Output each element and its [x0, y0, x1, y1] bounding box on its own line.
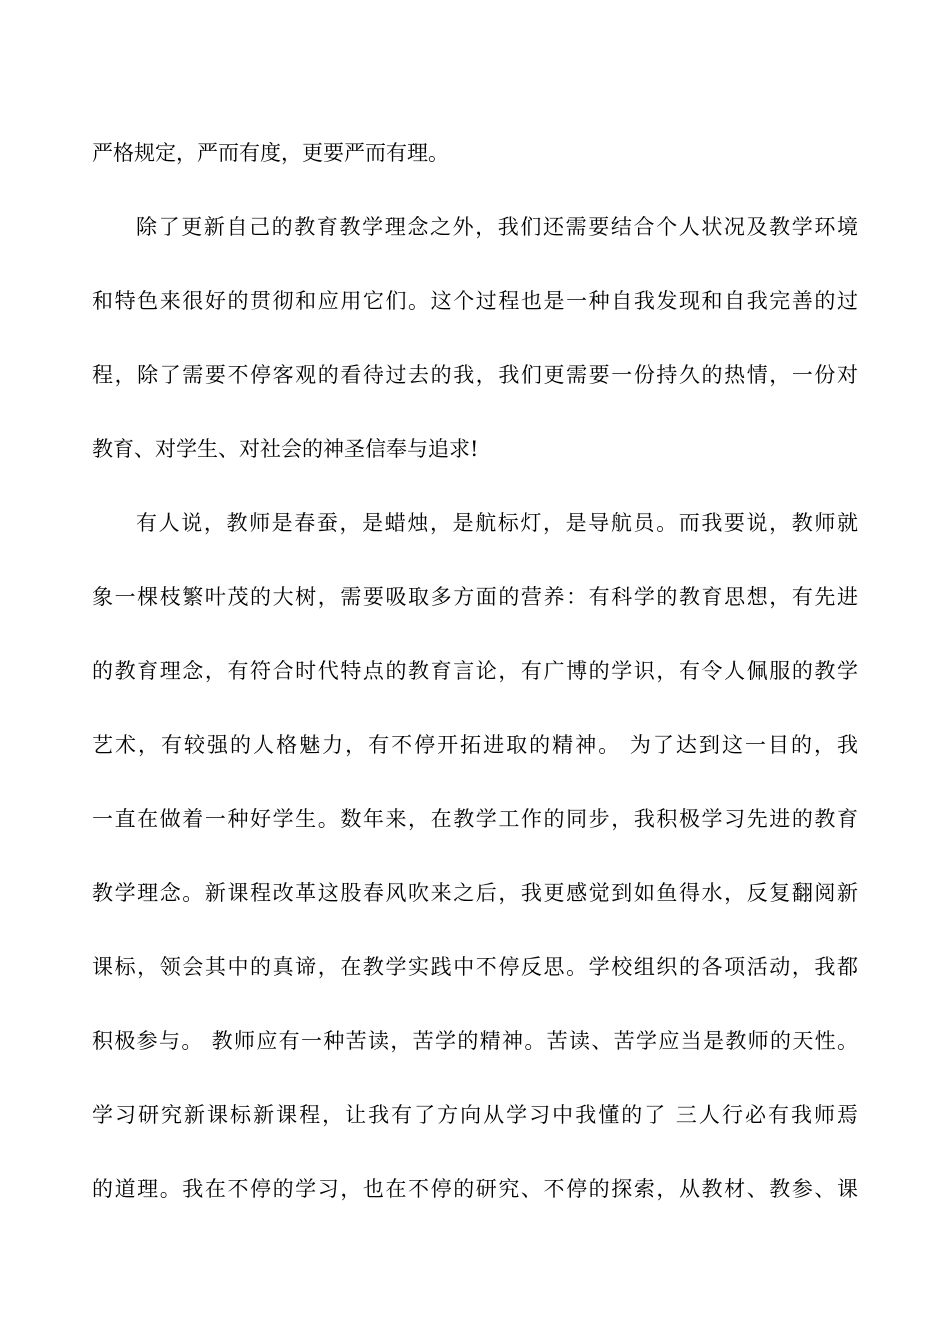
text-line: 艺术，有较强的人格魅力，有不停开拓进取的精神。 为了达到这一目的，我	[92, 733, 858, 757]
text-line: 严格规定，严而有度，更要严而有理。	[92, 141, 449, 165]
text-line: 课标，领会其中的真谛，在教学实践中不停反思。学校组织的各项活动，我都	[92, 955, 858, 979]
text-line: 的道理。我在不停的学习，也在不停的研究、不停的探索，从教材、教参、课	[92, 1177, 858, 1201]
text-line: 积极参与。 教师应有一种苦读，苦学的精神。苦读、苦学应当是教师的天性。	[92, 1029, 858, 1053]
paragraph-first-line: 有人说，教师是春蚕，是蜡烛，是航标灯，是导航员。而我要说，教师就	[136, 511, 858, 535]
paragraph-first-line: 除了更新自己的教育教学理念之外，我们还需要结合个人状况及教学环境	[136, 215, 858, 239]
text-line: 教育、对学生、对社会的神圣信奉与追求!	[92, 437, 479, 461]
text-line: 教学理念。新课程改革这股春风吹来之后，我更感觉到如鱼得水，反复翻阅新	[92, 881, 858, 905]
text-line: 程，除了需要不停客观的看待过去的我，我们更需要一份持久的热情，一份对	[92, 363, 858, 387]
text-line: 和特色来很好的贯彻和应用它们。这个过程也是一种自我发现和自我完善的过	[92, 289, 858, 313]
text-line: 一直在做着一种好学生。数年来，在教学工作的同步，我积极学习先进的教育	[92, 807, 858, 831]
text-line: 象一棵枝繁叶茂的大树，需要吸取多方面的营养：有科学的教育思想，有先进	[92, 585, 858, 609]
text-line: 学习研究新课标新课程，让我有了方向从学习中我懂的了 三人行必有我师焉	[92, 1103, 858, 1127]
text-line: 的教育理念，有符合时代特点的教育言论，有广博的学识，有令人佩服的教学	[92, 659, 858, 683]
